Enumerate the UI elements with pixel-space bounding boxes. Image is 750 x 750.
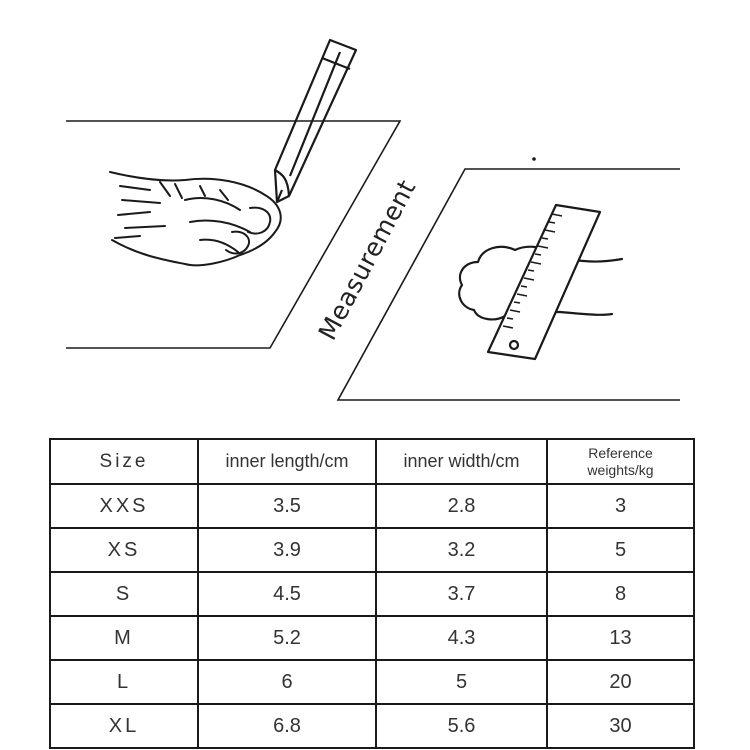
- cell-size: M: [50, 616, 198, 660]
- cell-inner-length: 5.2: [198, 616, 376, 660]
- table-row: [50, 704, 694, 748]
- dog-paw-drawing: [110, 172, 281, 265]
- cell-inner-width: 3.7: [376, 572, 547, 616]
- cell-inner-length: 6.8: [198, 704, 376, 748]
- header-size: Size: [50, 439, 198, 484]
- cell-size: XXS: [50, 484, 198, 528]
- cell-reference-weight: 20: [547, 660, 694, 704]
- cell-inner-width: 4.3: [376, 616, 547, 660]
- cell-reference-weight: 5: [547, 528, 694, 572]
- header-inner-length: inner length/cm: [198, 439, 376, 484]
- header-reference-weight: [547, 439, 694, 484]
- table-row: [50, 572, 694, 616]
- cell-inner-width: 3.2: [376, 528, 547, 572]
- table-row: [50, 616, 694, 660]
- table-row: [50, 528, 694, 572]
- cell-inner-length: 3.5: [198, 484, 376, 528]
- header-reference-line2: weights/kg: [587, 461, 654, 478]
- cell-inner-length: 6: [198, 660, 376, 704]
- cell-reference-weight: 13: [547, 616, 694, 660]
- cell-inner-width: 5: [376, 660, 547, 704]
- cell-size: XS: [50, 528, 198, 572]
- header-inner-width: inner width/cm: [376, 439, 547, 484]
- cell-inner-width: 5.6: [376, 704, 547, 748]
- cell-inner-length: 3.9: [198, 528, 376, 572]
- table-header-row: [50, 439, 694, 484]
- measurement-label: Measurement: [312, 174, 422, 345]
- cell-reference-weight: 8: [547, 572, 694, 616]
- cell-reference-weight: 30: [547, 704, 694, 748]
- cell-size: S: [50, 572, 198, 616]
- table-row: [50, 484, 694, 528]
- cell-size: XL: [50, 704, 198, 748]
- size-chart-table: [49, 438, 695, 749]
- table-row: [50, 660, 694, 704]
- cell-inner-width: 2.8: [376, 484, 547, 528]
- cell-inner-length: 4.5: [198, 572, 376, 616]
- header-reference-line1: Reference: [588, 444, 653, 461]
- ruler-drawing: [488, 205, 600, 359]
- cell-reference-weight: 3: [547, 484, 694, 528]
- cell-size: L: [50, 660, 198, 704]
